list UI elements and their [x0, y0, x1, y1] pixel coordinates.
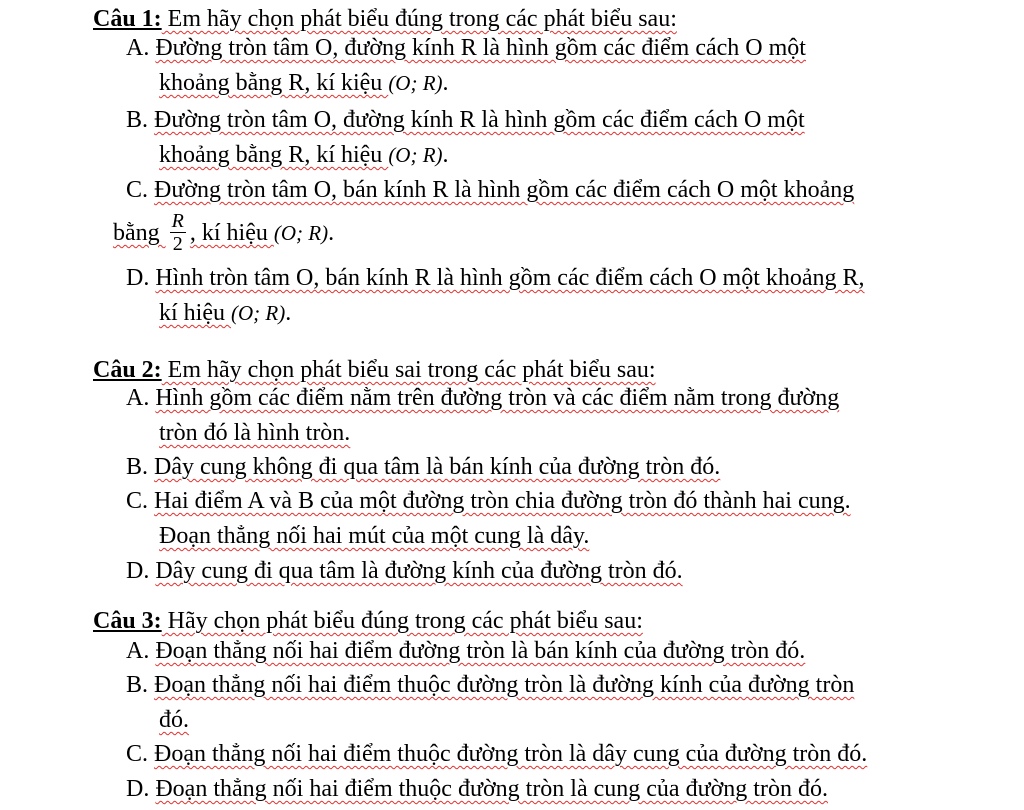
question-3-option-b: [126, 668, 936, 738]
option-text-line1: Hình tròn tâm O, bán kính R là hình gồm các điểm cách O một khoảng R,: [155, 265, 865, 291]
option-text-line1: Hình gồm các điểm nằm trên đường tròn và các điểm nằm trong đường: [155, 385, 840, 411]
option-text-line1: Đoạn thẳng nối hai điểm thuộc đường tròn là dây cung của đường tròn đó.: [154, 741, 868, 767]
option-letter: B.: [126, 672, 149, 698]
question-1-prompt: Em hãy chọn phát biểu đúng trong các phát biểu sau:: [161, 6, 677, 32]
option-letter: D.: [126, 776, 150, 802]
option-text-line1: Đoạn thẳng nối hai điểm thuộc đường tròn là cung của đường tròn đó.: [155, 776, 828, 802]
period: .: [442, 70, 449, 96]
question-2-option-d: [126, 554, 936, 589]
option-text-line2: Đoạn thẳng nối hai mút của một cung là dây.: [159, 523, 590, 549]
question-1-option-a: [126, 31, 936, 101]
math-notation: (O; R): [273, 221, 329, 246]
question-3-heading: [93, 606, 643, 636]
fraction-r-over-2: [170, 210, 186, 255]
period: .: [442, 142, 449, 168]
option-text-line2: kí hiệu: [159, 300, 231, 326]
option-text-after: , kí hiệu: [189, 220, 274, 247]
question-2-option-c: [126, 484, 936, 554]
option-text-line2: bằng: [113, 220, 166, 247]
question-3-option-a: [126, 634, 936, 669]
option-letter: B.: [126, 454, 149, 480]
math-notation: (O; R): [388, 71, 443, 95]
question-1-option-d: [126, 261, 936, 331]
question-1-number: Câu 1:: [93, 6, 162, 32]
option-text-line2: tròn đó là hình tròn.: [159, 420, 351, 446]
question-3-option-c: [126, 737, 936, 772]
question-3-prompt: Hãy chọn phát biểu đúng trong các phát biểu sau:: [161, 608, 643, 634]
question-2-prompt: Em hãy chọn phát biểu sai trong các phát biểu sau:: [161, 357, 656, 383]
period: .: [285, 300, 292, 326]
option-letter: D.: [126, 558, 150, 584]
option-letter: C.: [126, 488, 149, 514]
math-notation: (O; R): [231, 301, 286, 325]
option-text-line1: Đường tròn tâm O, đường kính R là hình gồm các điểm cách O một: [154, 107, 805, 133]
option-text-line1: Hai điểm A và B của một đường tròn chia đường tròn đó thành hai cung.: [154, 488, 851, 514]
option-text-line2: khoảng bằng R, kí kiệu: [159, 70, 389, 96]
question-2-number: Câu 2:: [93, 357, 162, 383]
option-text-line1: Đường tròn tâm O, đường kính R là hình gồm các điểm cách O một: [155, 35, 806, 61]
option-text-line1: Đoạn thẳng nối hai điểm đường tròn là bán kính của đường tròn đó.: [155, 638, 806, 664]
fraction-denominator: 2: [172, 233, 183, 255]
question-2-option-b: [126, 450, 936, 485]
question-3-option-d: [126, 772, 936, 807]
option-letter: C.: [126, 177, 149, 203]
option-letter: A.: [126, 638, 150, 664]
option-text-line2: khoảng bằng R, kí hiệu: [159, 142, 389, 168]
option-text-line1: Dây cung đi qua tâm là đường kính của đường tròn đó.: [155, 558, 683, 584]
question-1-heading: [93, 4, 677, 34]
question-2-option-a: [126, 381, 936, 451]
question-1-option-c: [113, 173, 936, 257]
fraction-numerator: R: [171, 210, 184, 232]
option-letter: C.: [126, 741, 149, 767]
option-text-line1: Đường tròn tâm O, bán kính R là hình gồm các điểm cách O một khoảng: [154, 177, 855, 203]
option-letter: B.: [126, 107, 149, 133]
option-text-line1: Dây cung không đi qua tâm là bán kính của đường tròn đó.: [154, 454, 721, 480]
period: .: [328, 220, 335, 247]
option-letter: D.: [126, 265, 150, 291]
option-letter: A.: [126, 35, 150, 61]
question-3-number: Câu 3:: [93, 608, 162, 634]
math-notation: (O; R): [388, 143, 443, 167]
option-text-line1: Đoạn thẳng nối hai điểm thuộc đường tròn là đường kính của đường tròn: [154, 672, 855, 698]
question-1-option-b: [126, 103, 936, 173]
option-text-line2: đó.: [159, 707, 189, 733]
option-letter: A.: [126, 385, 150, 411]
